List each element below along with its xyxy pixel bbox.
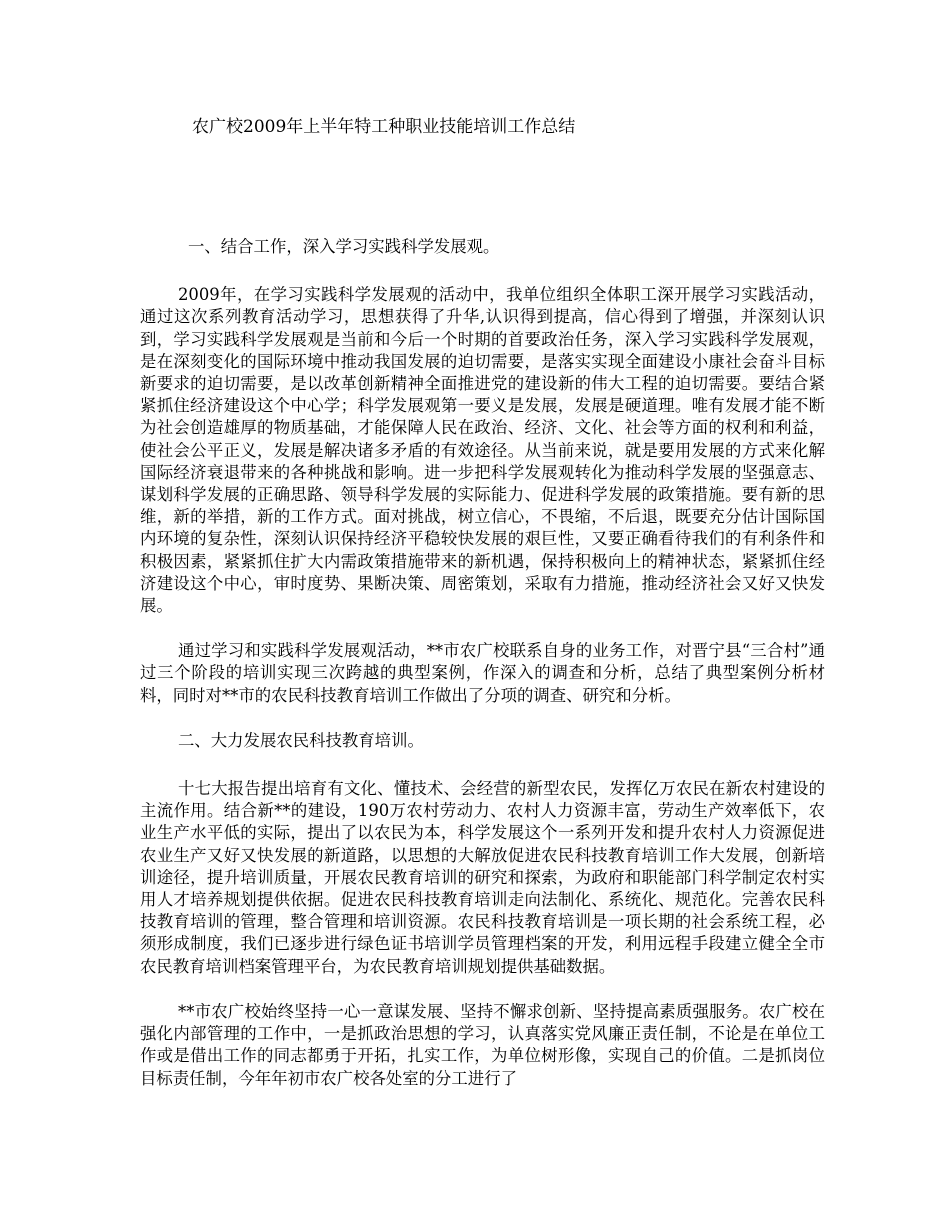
paragraph: 十七大报告提出培育有文化、懂技术、会经营的新型农民，发挥亿万农民在新农村建设的主流作用。结合新**的建设，190万农村劳动力、农村人力资源丰富，劳动生产效率低下，农业生产水平低的实际，提出了以农民为本，科学发展这个一系列开发和提升农村人力资源促进农业生产又好又快发展的新道路，以思想的大解放促进农民科技教育培训工作大发展，创新培训途径，提升培训质量，开展农民教育培训的研究和探索，为政府和职能部门科学制定农村实用人才培养规划提供依据。促进农民科技教育培训走向法制化、系统化、规范化。完善农民科技教育培训的管理，整合管理和培训资源。农民科技教育培训是一项长期的社会系统工程，必须形成制度，我们已逐步进行绿色证书培训学员管理档案的开发，利用远程手段建立健全全市农民教育培训档案管理平台，为农民教育培训规划提供基础数据。 [140,779,825,976]
paragraph: 通过学习和实践科学发展观活动，**市农广校联系自身的业务工作，对晋宁县“三合村”通过三个阶段的培训实现三次跨越的典型案例，作深入的调查和分析，总结了典型案例分析材料，同时对**市的农民科技教育培训工作做出了分项的调查、研究和分析。 [140,641,825,705]
section-heading-2: 二、大力发展农民科技教育培训。 [178,730,424,750]
document-body [140,236,825,1113]
document-title: 农广校2009年上半年特工种职业技能培训工作总结 [192,117,576,137]
paragraph: **市农广校始终坚持一心一意谋发展、坚持不懈求创新、坚持提高素质强服务。农广校在强化内部管理的工作中，一是抓政治思想的学习，认真落实党风廉正责任制，不论是在单位工作或是借出工作的同志都勇于开拓，扎实工作，为单位树形像，实现自己的价值。二是抓岗位目标责任制，今年年初市农广校各处室的分工进行了 [140,1001,825,1088]
paragraph: 2009年，在学习实践科学发展观的活动中，我单位组织全体职工深开展学习实践活动，通过这次系列教育活动学习，思想获得了升华,认识得到提高，信心得到了增强，并深刻认识到，学习实践科学发展观是当前和今后一个时期的首要政治任务，深入学习实践科学发展观，是在深刻变化的国际环境中推动我国发展的迫切需要，是落实实现全面建设小康社会奋斗目标新要求的迫切需要，是以改革创新精神全面推进党的建设新的伟大工程的迫切需要。要结合紧紧抓住经济建设这个中心学；科学发展观第一要义是发展，发展是硬道理。唯有发展才能不断为社会创造雄厚的物质基础，才能保障人民在政治、经济、文化、社会等方面的权利和利益，使社会公平正义，发展是解决诸多矛盾的有效途径。从当前来说，就是要用发展的方式来化解国际经济衰退带来的各种挑战和影响。进一步把科学发展观转化为推动科学发展的坚强意志、谋划科学发展的正确思路、领导科学发展的实际能力、促进科学发展的政策措施。要有新的思维，新的举措，新的工作方式。面对挑战，树立信心，不畏缩，不后退，既要充分估计国际国内环境的复杂性，深刻认识保持经济平稳较快发展的艰巨性，又要正确看待我们的有利条件和积极因素，紧紧抓住扩大内需政策措施带来的新机遇，保持积极向上的精神状态，紧紧抓住经济建设这个中心，审时度势、果断决策、周密策划，采取有力措施，推动经济社会又好又快发展。 [140,285,825,616]
section-heading-1: 一、结合工作，深入学习实践科学发展观。 [188,237,500,256]
